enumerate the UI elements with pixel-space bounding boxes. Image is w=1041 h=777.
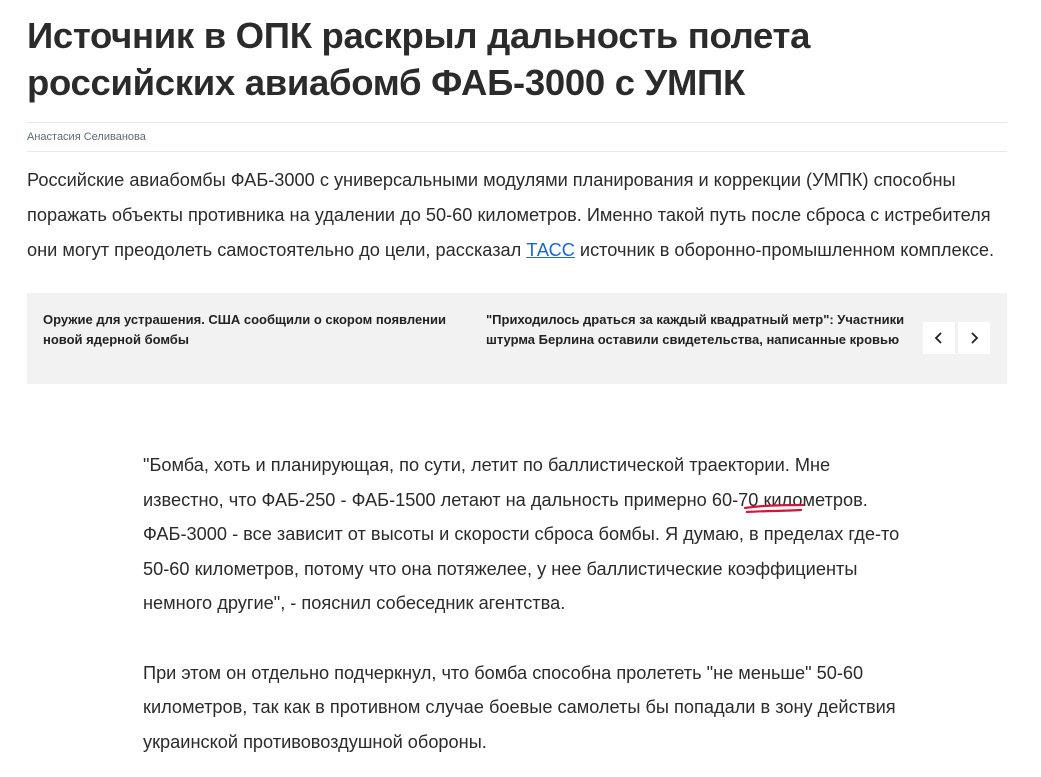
lead-text-start: Российские авиабомбы ФАБ-3000 с универсальными модулями планирования и коррекции (УМПК) способны поражать объекты противника на удалении до 50-60 километров. Именно такой путь после сброса с истребителя они могут преодолеть самостоятельно до цели, рассказал: [27, 170, 991, 260]
related-article-1[interactable]: Оружие для устрашения. США сообщили о скором появлении новой ядерной бомбы: [43, 312, 447, 347]
article: [27, 0, 1007, 384]
quote-text-end: километров. ФАБ-3000 - все зависит от высоты и скорости сброса бомбы. Я думаю, в пределах где-то 50-60 километров, потому что она потяжелее, у нее баллистические коэффициенты немного другие", - пояснил собеседник агентства.: [143, 489, 900, 613]
carousel-next-button[interactable]: [958, 322, 990, 354]
body-paragraph-2: При этом он отдельно подчеркнул, что бомба способна пролететь "не меньше" 50-60 километров, так как в противном случае боевые самолеты бы попадали в зону действия украинской противовоздушной обороны.: [143, 662, 896, 752]
highlighted-range: 60-70: [711, 489, 759, 510]
lead-text-end: источник в оборонно-промышленном комплексе.: [574, 240, 995, 260]
related-article-2[interactable]: "Приходилось драться за каждый квадратный метр": Участники штурма Берлина оставили свидетельства, написанные кровью: [486, 312, 905, 347]
article-body: [143, 448, 903, 759]
red-underline-annotation: [743, 502, 805, 516]
tass-link[interactable]: ТАСС: [526, 240, 575, 260]
chevron-right-icon: [968, 331, 980, 345]
quote-text-start: "Бомба, хоть и планирующая, по сути, летит по баллистической траектории. Мне известно, что ФАБ-250 - ФАБ-1500 летают на дальность примерно: [143, 455, 831, 510]
article-title: Источник в ОПК раскрыл дальность полета российских авиабомб ФАБ-3000 с УМПК: [27, 15, 811, 103]
article-lead: [27, 163, 1007, 268]
related-articles-carousel: [27, 293, 1007, 384]
author-name[interactable]: Анастасия Селиванова: [27, 131, 146, 143]
carousel-prev-button[interactable]: [923, 322, 955, 354]
author-row: [27, 122, 1007, 152]
chevron-left-icon: [933, 331, 945, 345]
quote-paragraph: [143, 448, 903, 621]
